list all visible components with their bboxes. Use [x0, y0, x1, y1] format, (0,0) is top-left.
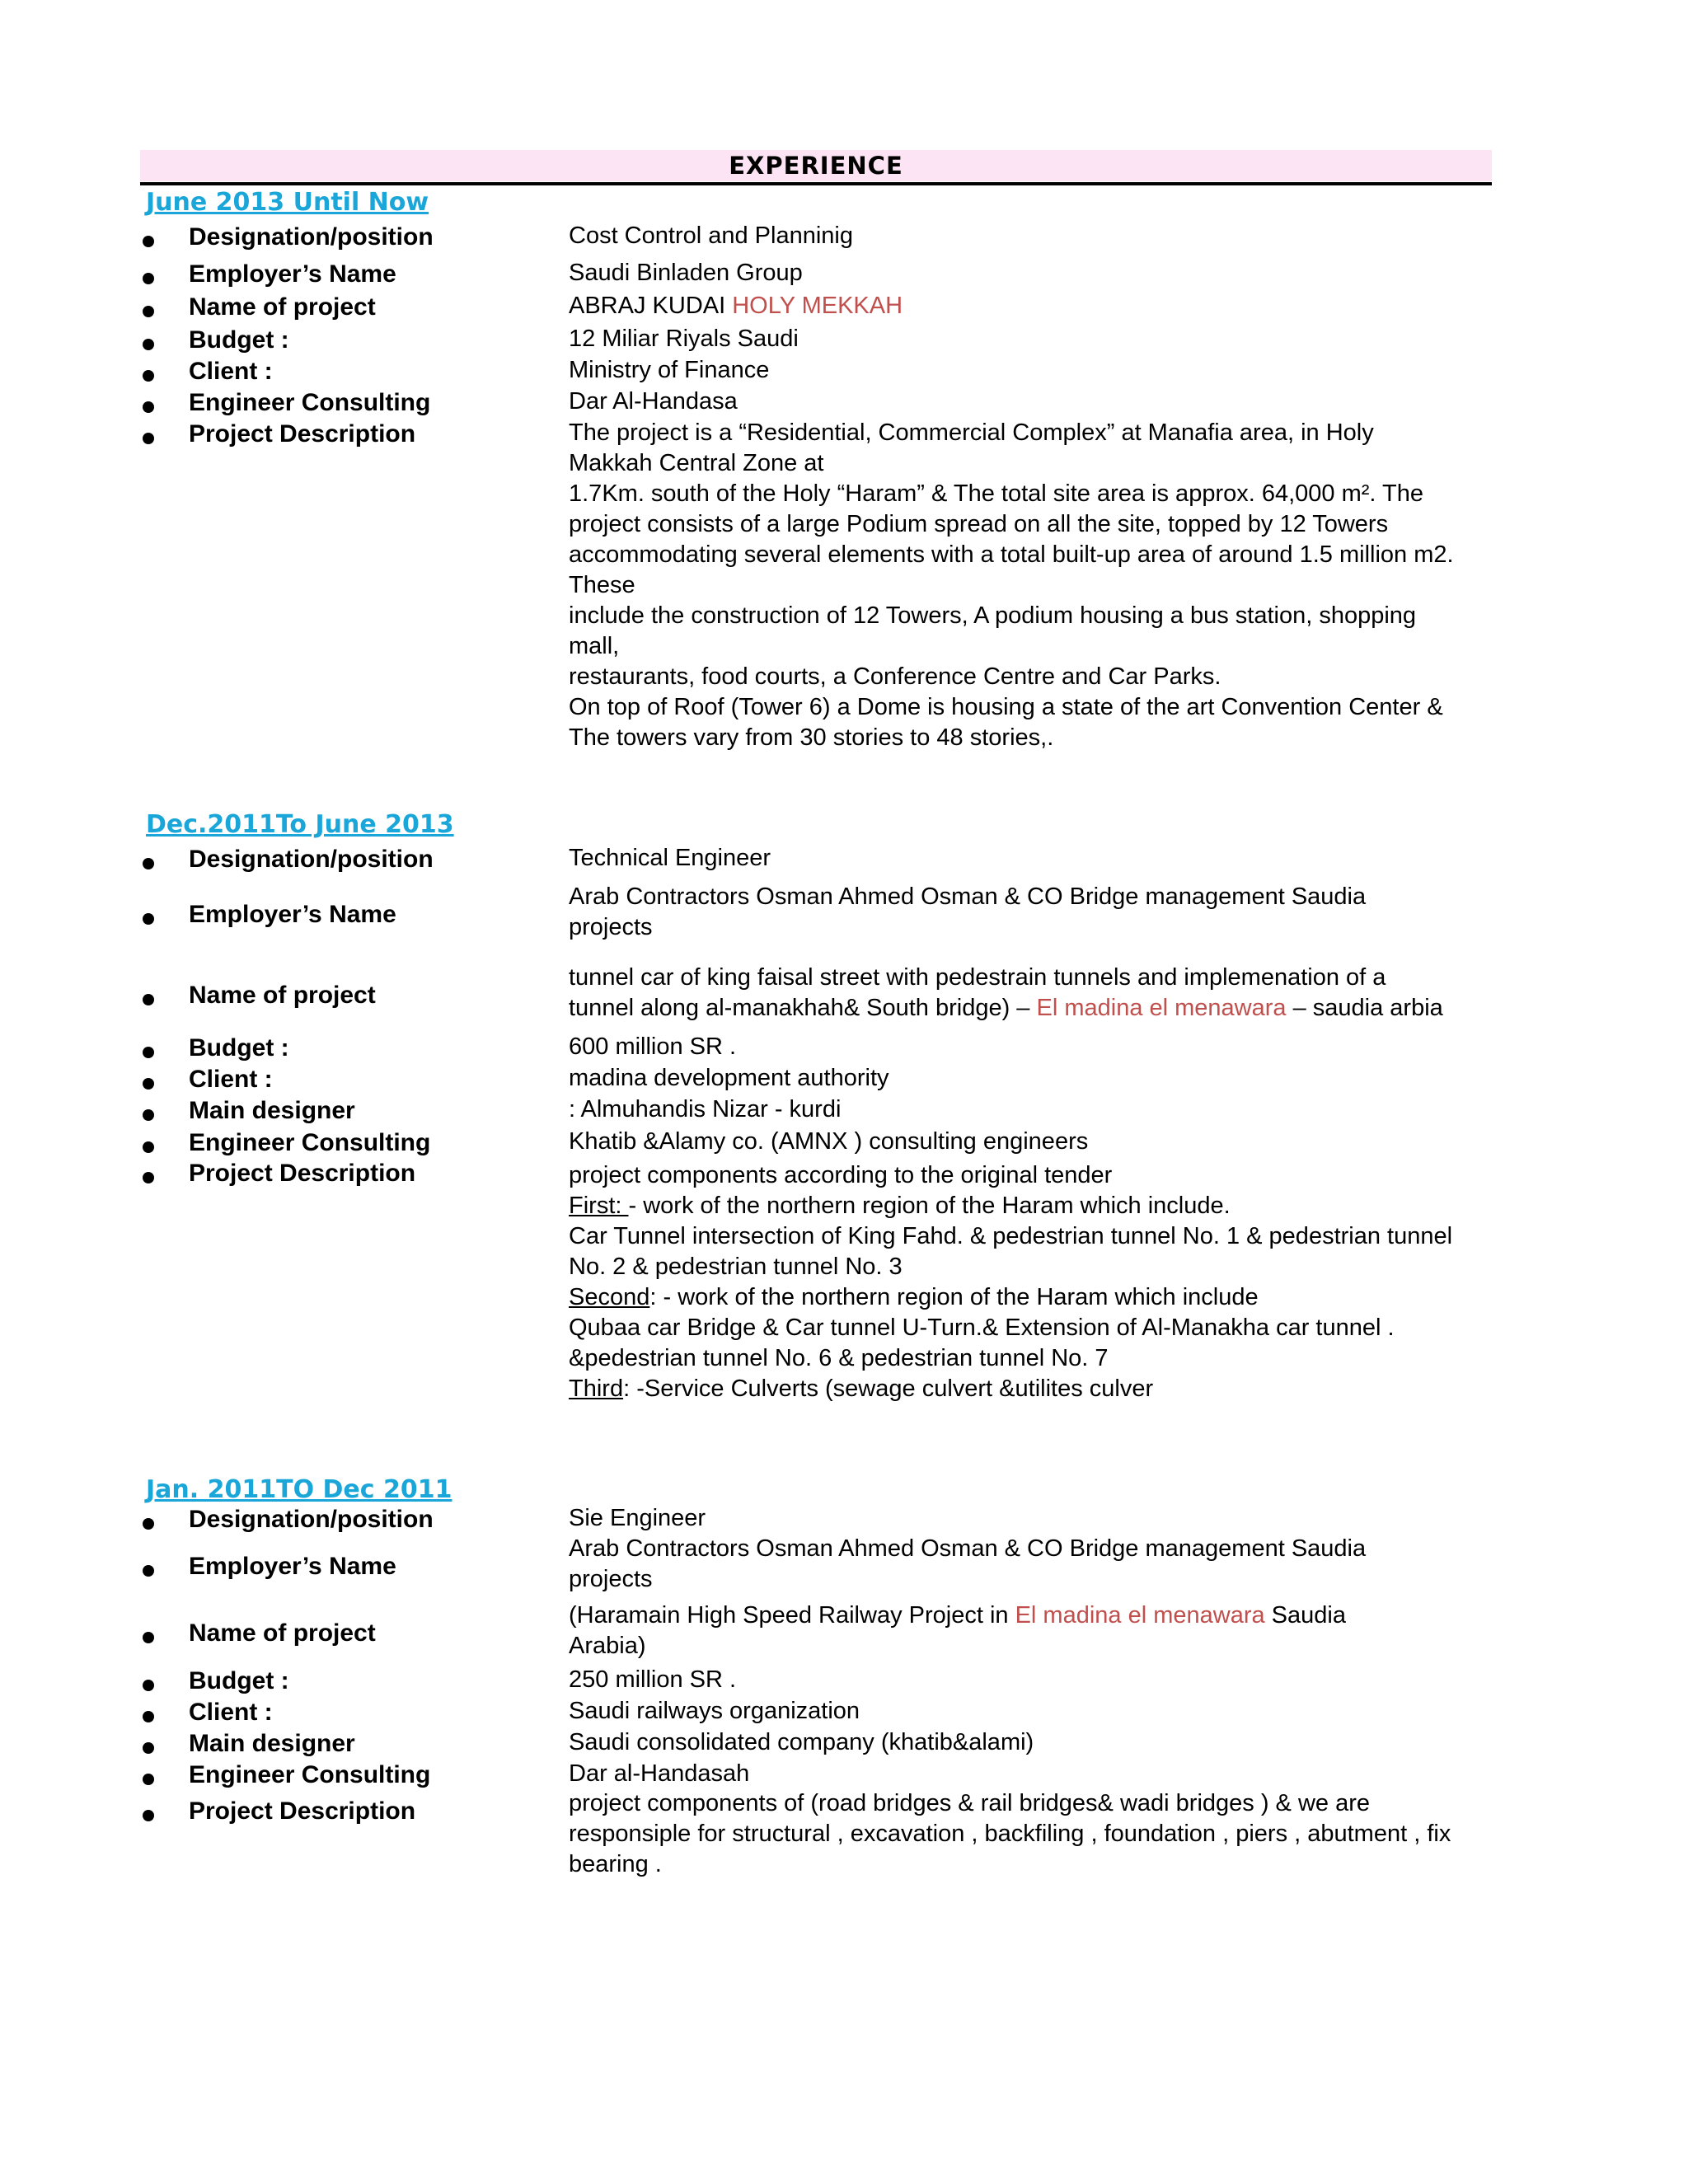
project-name-label: Name of project	[189, 1619, 376, 1647]
first-detail: Car Tunnel intersection of King Fahd. & pedestrian tunnel No. 1 & pedestrian tunnel No. 2 & pedestrian tunnel No. 3	[569, 1223, 1453, 1280]
client-value: Ministry of Finance	[569, 357, 770, 383]
consulting-label: Engineer Consulting	[189, 1129, 431, 1156]
project-name-suffix: – saudia arbia	[1286, 995, 1443, 1021]
heading-underline	[140, 182, 1492, 185]
bullet-icon	[143, 1078, 154, 1090]
description-label: Project Description	[189, 1160, 416, 1187]
third-text: : -Service Culverts (sewage culvert &utilites culver	[623, 1376, 1154, 1402]
consulting-label: Engineer Consulting	[189, 1761, 431, 1788]
designation-value: Sie Engineer	[569, 1505, 706, 1531]
project-location-highlight: HOLY MEKKAH	[732, 293, 903, 319]
entry-date: Jan. 2011TO Dec 2011	[146, 1475, 452, 1504]
employer-value: Saudi Binladen Group	[569, 260, 803, 286]
bullet-icon	[143, 306, 154, 317]
consulting-value: Khatib &Alamy co. (AMNX ) consulting engineers	[569, 1128, 1089, 1155]
bullet-icon	[143, 401, 154, 413]
entry-date: June 2013 Until Now	[146, 188, 429, 217]
client-label: Client :	[189, 1699, 273, 1726]
project-name-value	[569, 1601, 1492, 1661]
bullet-icon	[143, 858, 154, 869]
bullet-icon	[143, 1109, 154, 1121]
bullet-icon	[143, 1810, 154, 1821]
designation-label: Designation/position	[189, 223, 434, 251]
project-name-text: ABRAJ KUDAI	[569, 293, 733, 319]
budget-value: 600 million SR .	[569, 1033, 737, 1060]
experience-heading: EXPERIENCE	[140, 150, 1492, 181]
first-label: First:	[569, 1193, 629, 1219]
bullet-icon	[143, 370, 154, 382]
bullet-icon	[143, 1141, 154, 1153]
main-designer-label: Main designer	[189, 1097, 355, 1124]
bullet-icon	[143, 236, 154, 247]
budget-label: Budget :	[189, 1667, 289, 1694]
project-name-label: Name of project	[189, 293, 376, 321]
designation-value: Technical Engineer	[569, 845, 771, 871]
second-text: : - work of the northern region of the Haram which include	[649, 1284, 1259, 1310]
bullet-icon	[143, 273, 154, 284]
employer-value: Arab Contractors Osman Ahmed Osman & CO Bridge management Saudia projects	[569, 1535, 1367, 1592]
description-value	[569, 1160, 1492, 1404]
budget-label: Budget :	[189, 1034, 289, 1062]
bullet-icon	[143, 1172, 154, 1183]
bullet-icon	[143, 339, 154, 350]
main-designer-label: Main designer	[189, 1730, 355, 1757]
description-intro: project components according to the original tender	[569, 1162, 1113, 1188]
first-text: - work of the northern region of the Haram which include.	[628, 1193, 1231, 1219]
consulting-label: Engineer Consulting	[189, 389, 431, 416]
second-label: Second	[569, 1284, 650, 1310]
employer-label: Employer’s Name	[189, 901, 396, 928]
designation-label: Designation/position	[189, 1506, 434, 1533]
project-name-line1: tunnel car of king faisal street with pedestrain tunnels and implemenation of a	[569, 964, 1386, 991]
bullet-icon	[143, 1711, 154, 1722]
bullet-icon	[143, 1774, 154, 1785]
project-location-highlight: El madina el menawara	[1036, 995, 1287, 1021]
employer-value: Arab Contractors Osman Ahmed Osman & CO Bridge management Saudia projects	[569, 883, 1367, 940]
bullet-icon	[143, 1518, 154, 1530]
consulting-value: Dar al-Handasah	[569, 1760, 750, 1787]
employer-label: Employer’s Name	[189, 260, 396, 288]
project-name-suffix: Saudia Arabia)	[569, 1602, 1346, 1659]
description-label: Project Description	[189, 1797, 416, 1825]
budget-value: 250 million SR .	[569, 1666, 737, 1693]
bullet-icon	[143, 1632, 154, 1643]
project-name-value	[569, 291, 1492, 321]
main-designer-value: : Almuhandis Nizar - kurdi	[569, 1096, 842, 1122]
bullet-icon	[143, 994, 154, 1005]
bullet-icon	[143, 1742, 154, 1754]
consulting-value: Dar Al-Handasa	[569, 388, 738, 415]
bullet-icon	[143, 1565, 154, 1577]
description-label: Project Description	[189, 420, 416, 448]
second-detail: Qubaa car Bridge & Car tunnel U-Turn.& Extension of Al-Manakha car tunnel . &pedestrian tunnel No. 6 & pedestrian tunnel No. 7	[569, 1315, 1395, 1371]
client-label: Client :	[189, 1066, 273, 1093]
bullet-icon	[143, 913, 154, 925]
entry-date: Dec.2011To June 2013	[146, 810, 454, 839]
client-value: madina development authority	[569, 1065, 889, 1091]
bullet-icon	[143, 1047, 154, 1058]
third-label: Third	[569, 1376, 624, 1402]
budget-label: Budget :	[189, 326, 289, 354]
designation-value: Cost Control and Planninig	[569, 223, 853, 249]
budget-value: 12 Miliar Riyals Saudi	[569, 326, 799, 352]
project-name-text: (Haramain High Speed Railway Project in	[569, 1602, 1015, 1629]
project-name-label: Name of project	[189, 982, 376, 1009]
project-location-highlight: El madina el menawara	[1015, 1602, 1265, 1629]
description-value: The project is a “Residential, Commercial Complex” at Manafia area, in Holy Makkah Central Zone at 1.7Km. south of the Holy “Haram” & The total site area is approx. 64,000 m². The project consists of a large Podium spread on all the site, topped by 12 Towers accommodating several elements with a total built-up area of around 1.5 million m2. These include the construction of 12 Towers, A podium housing a bus station, shopping mall, restaurants, food courts, a Conference Centre and Car Parks. On top of Roof (Tower 6) a Dome is housing a state of the art Convention Center & The towers vary from 30 stories to 48 stories,.	[569, 419, 1454, 751]
project-name-line2: tunnel along al-manakhah& South bridge) –	[569, 995, 1037, 1021]
client-label: Client :	[189, 358, 273, 385]
bullet-icon	[143, 1680, 154, 1691]
bullet-icon	[143, 433, 154, 444]
client-value: Saudi railways organization	[569, 1698, 860, 1724]
main-designer-value: Saudi consolidated company (khatib&alami)	[569, 1729, 1034, 1755]
project-name-value	[569, 963, 1492, 1024]
description-value: project components of (road bridges & rail bridges& wadi bridges ) & we are responsiple for structural , excavation , backfiling , foundation , piers , abutment , fix bearing .	[569, 1790, 1451, 1877]
employer-label: Employer’s Name	[189, 1553, 396, 1580]
designation-label: Designation/position	[189, 846, 434, 873]
